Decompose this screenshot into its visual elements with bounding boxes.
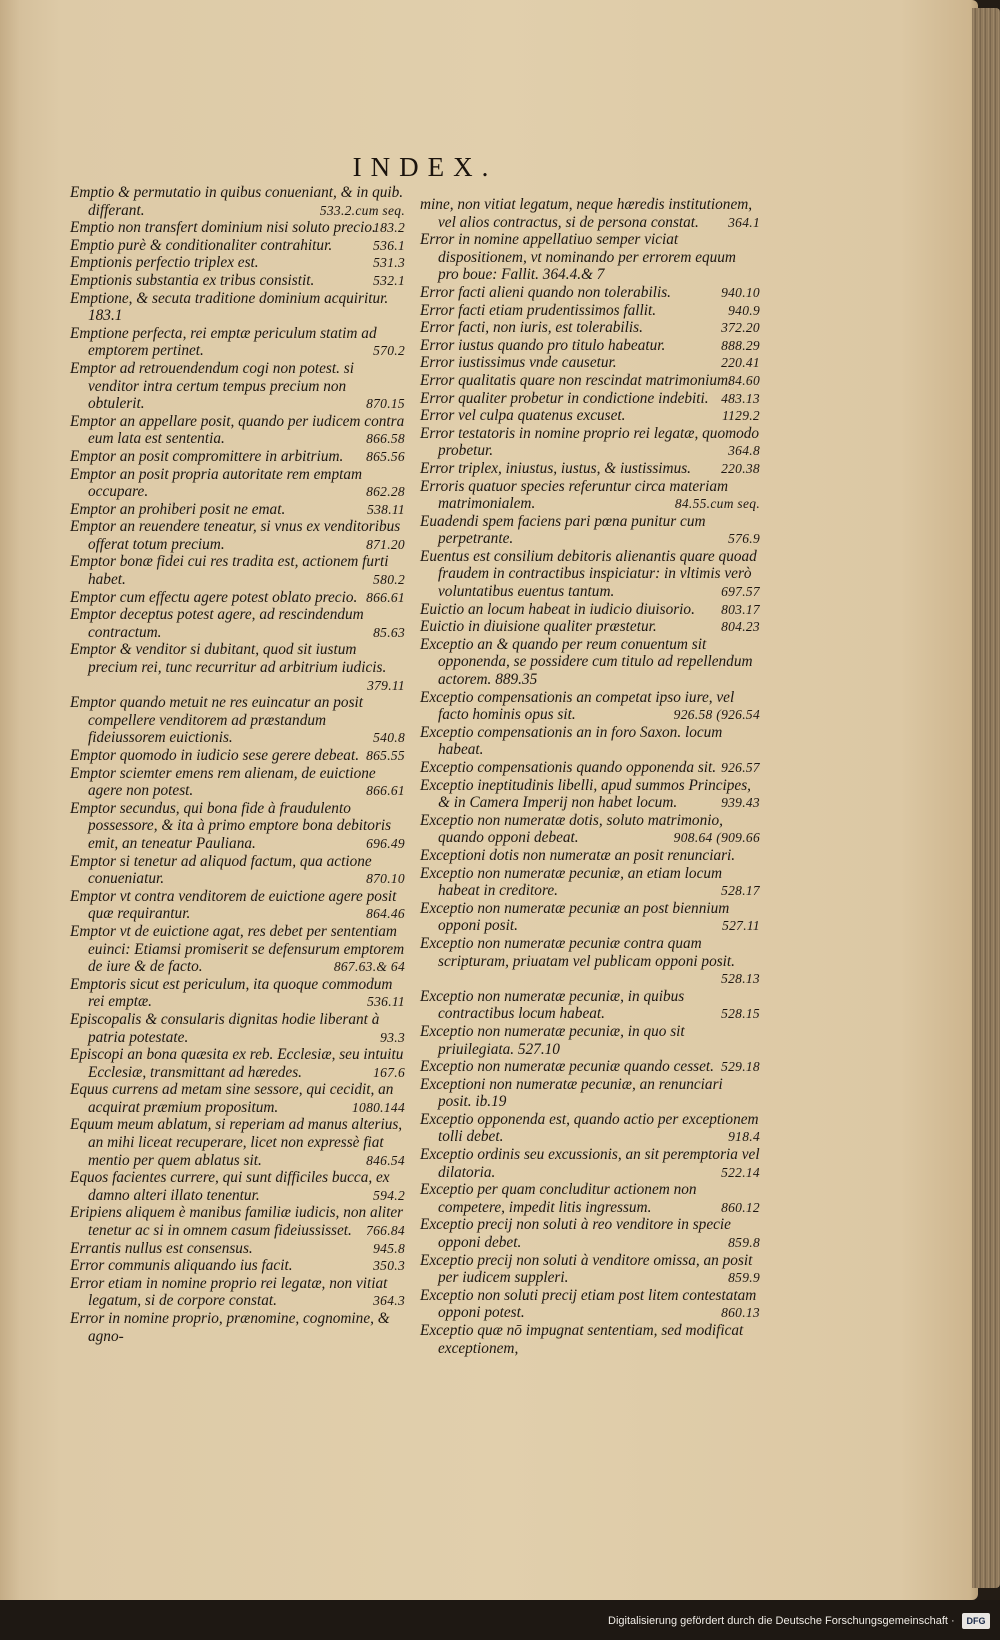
index-entry <box>70 1046 405 1081</box>
entry-text: Exceptio opponenda est, quando actio per exceptionem tolli debet. <box>420 1110 759 1146</box>
entry-text: Errantis nullus est consensus. <box>70 1239 253 1257</box>
index-entry <box>420 460 760 478</box>
entry-text: Emptor an posit compromittere in arbitrium. <box>70 447 344 465</box>
index-entry <box>420 390 760 408</box>
page-reference: 531.3 <box>373 255 405 271</box>
index-entry <box>420 1076 760 1111</box>
page-reference: 862.28 <box>366 484 405 500</box>
entry-text: Euictio an locum habeat in iudicio diuisorio. <box>420 600 695 618</box>
page-reference: 379.11 <box>367 677 405 693</box>
page-reference: 527.11 <box>722 918 760 934</box>
page-reference: 926.58 (926.54 <box>673 707 760 723</box>
index-column-right <box>420 196 760 1357</box>
index-entry <box>70 290 405 325</box>
entry-text: Exceptio non numeratæ pecuniæ quando cesset. <box>420 1058 714 1076</box>
entry-text: Error communis aliquando ius facit. <box>70 1257 293 1275</box>
index-entry <box>420 1111 760 1146</box>
entry-text: Equus currens ad metam sine sessore, qui cecidit, an acquirat præmium propositum. <box>70 1081 394 1116</box>
index-entry <box>70 694 405 747</box>
page-reference: 870.15 <box>366 396 405 412</box>
index-entry <box>70 1275 405 1310</box>
index-entry <box>420 337 760 355</box>
page-reference: 860.12 <box>721 1199 760 1215</box>
page-reference: 870.10 <box>366 871 405 887</box>
digitization-credit: Digitalisierung gefördert durch die Deutsche Forschungsgemeinschaft · <box>608 1615 955 1627</box>
page-reference: 536.11 <box>367 994 405 1010</box>
entry-text: Emptor vt de euictione agat, res debet per sententiam euinci: Etiamsi promiserit se defensurum emptorem de iure & de facto. <box>70 922 405 976</box>
index-entry <box>420 988 760 1023</box>
index-entry <box>70 360 405 413</box>
entry-text: Error facti alieni quando non tolerabilis. <box>420 283 671 301</box>
index-entry <box>70 1116 405 1169</box>
index-entry <box>70 923 405 976</box>
index-entry <box>70 272 405 290</box>
page-reference: 528.13 <box>721 971 760 987</box>
index-entry <box>420 425 760 460</box>
index-entry <box>70 853 405 888</box>
page-title: INDEX. <box>352 152 498 182</box>
page-reference: 945.8 <box>373 1240 405 1256</box>
entry-text: Emptor ad retrouendendum cogi non potest. si venditor intra certum tempus precium non obtulerit. <box>70 359 354 413</box>
index-entry <box>70 184 405 219</box>
entry-text: Exceptio per quam concluditur actionem non competere, impedit litis ingressum. <box>420 1181 697 1216</box>
index-entry <box>420 478 760 513</box>
page-reference: 570.2 <box>373 343 405 359</box>
page-reference: 522.14 <box>721 1164 760 1180</box>
page-reference: 860.13 <box>721 1305 760 1321</box>
page-reference: 93.3 <box>380 1029 405 1045</box>
index-entry <box>420 302 760 320</box>
entry-text: Exceptio non numeratæ pecuniæ, in quibus contractibus locum habeat. <box>420 987 685 1023</box>
entry-text: Exceptio compensationis an in foro Saxon. locum habeat. <box>420 723 723 759</box>
entry-text: Eripiens aliquem è manibus familiæ iudicis, non aliter tenetur ac si in omnem casum fideiussisset. <box>70 1204 404 1240</box>
entry-text: Exceptio quæ nō impugnat sententiam, sed modificat exceptionem, <box>420 1322 744 1357</box>
page-reference: 864.46 <box>366 906 405 922</box>
index-entry <box>420 689 760 724</box>
page-reference: 865.56 <box>366 448 405 464</box>
page-reference: 220.38 <box>721 460 760 476</box>
index-entry <box>420 1287 760 1322</box>
page-reference: 926.57 <box>721 760 760 775</box>
entry-text: Emptor secundus, qui bona fide à fraudulento possessore, & ita à primo emptore bona debitoris emit, an teneatur Pauliana. <box>70 799 392 852</box>
index-entry <box>70 1240 405 1258</box>
index-entry <box>420 865 760 900</box>
entry-text: mine, non vitiat legatum, neque hæredis institutionem, vel alios contractus, si de persona constat. <box>420 196 753 231</box>
index-entry <box>420 1023 760 1058</box>
index-entry <box>420 1181 760 1216</box>
index-entry <box>420 618 760 636</box>
index-entry <box>70 518 405 553</box>
index-entry <box>420 354 760 372</box>
entry-text: Error qualiter probetur in condictione indebiti. <box>420 389 709 407</box>
entry-text: Exceptioni dotis non numeratæ an posit renunciari. <box>420 846 736 864</box>
index-entry <box>420 759 760 777</box>
page-reference: 540.8 <box>373 730 405 746</box>
entry-text: Emptionis perfectio triplex est. <box>70 254 259 272</box>
page-reference: 696.49 <box>366 835 405 851</box>
index-entry <box>420 1252 760 1287</box>
index-entry <box>420 196 760 231</box>
entry-text: Exceptio an & quando per reum conuentum sit opponenda, se possidere cum titulo ad repellendum actorem. 889.35 <box>420 635 753 689</box>
index-entry <box>70 254 405 272</box>
index-entry <box>70 1204 405 1239</box>
index-entry <box>420 812 760 847</box>
entry-text: Error etiam in nomine proprio rei legatæ, non vitiat legatum, si de corpore constat. <box>70 1274 388 1310</box>
entry-text: Emptor an appellare posit, quando per iudicem contra eum lata est sententia. <box>70 412 405 448</box>
page-reference: 364.8 <box>728 443 760 459</box>
entry-text: Error in nomine appellatiuo semper viciat dispositionem, vt nominando per errorem equum pro boue: Fallit. 364.4.& 7 <box>420 231 736 284</box>
index-entry <box>70 641 405 694</box>
index-entry <box>420 636 760 689</box>
entry-text: Emptor an prohiberi posit ne emat. <box>70 500 286 518</box>
page-reference: 867.63.& 64 <box>333 959 405 975</box>
page-reference: 533.2.cum seq. <box>319 202 405 218</box>
page-reference: 364.3 <box>373 1293 405 1309</box>
page-reference: 803.17 <box>721 601 760 617</box>
entry-text: Emptor quomodo in iudicio sese gerere debeat. <box>70 747 360 764</box>
entry-text: Exceptio ordinis seu excussionis, an sit peremptoria vel dilatoria. <box>420 1146 760 1181</box>
index-entry <box>420 513 760 548</box>
page-reference: 866.61 <box>366 783 405 799</box>
index-entry <box>420 1146 760 1181</box>
index-entry <box>70 888 405 923</box>
entry-text: Episcopalis & consularis dignitas hodie liberant à patria potestate. <box>70 1010 380 1046</box>
index-entry <box>70 765 405 800</box>
page-reference: 528.17 <box>721 883 760 899</box>
entry-text: Error in nomine proprio, prænomine, cognomine, & agno- <box>70 1310 390 1345</box>
index-entry <box>420 1058 760 1076</box>
entry-text: Exceptio ineptitudinis libelli, apud summos Principes, & in Camera Imperij non habet locum. <box>420 776 751 812</box>
entry-text: Exceptioni non numeratæ pecuniæ, an renunciari posit. ib.19 <box>420 1075 723 1111</box>
entry-text: Emptor quando metuit ne res euincatur an posit compellere venditorem ad præstandum fideiussorem euictionis. <box>70 694 364 747</box>
entry-text: Exceptio non numeratæ pecuniæ an post biennium opponi posit. <box>420 899 730 935</box>
index-entry <box>70 413 405 448</box>
page-reference: 528.15 <box>721 1006 760 1022</box>
entry-text: Emptione perfecta, rei emptæ periculum statim ad emptorem pertinet. <box>70 324 377 360</box>
page-reference: 697.57 <box>721 584 760 600</box>
page-reference: 918.4 <box>728 1129 760 1145</box>
entry-text: Error qualitatis quare non rescindat matrimonium. <box>420 371 732 389</box>
index-entry <box>70 1081 405 1116</box>
entry-text: Emptor cum effectu agere potest oblato precio. <box>70 588 358 606</box>
page-reference: 580.2 <box>373 572 405 588</box>
page-reference: 908.64 (909.66 <box>673 830 760 846</box>
entry-text: Emptio non transfert dominium nisi soluto precio. <box>70 219 376 237</box>
page-reference: 84.60 <box>728 372 760 388</box>
entry-text: Euadendi spem faciens pari pœna punitur cum perpetrante. <box>420 512 706 548</box>
index-entry <box>70 325 405 360</box>
entry-text: Emptor vt contra venditorem de euictione agere posit quæ requirantur. <box>70 887 397 923</box>
page-reference: 167.6 <box>373 1064 405 1080</box>
index-entry <box>70 448 405 466</box>
index-entry <box>420 601 760 619</box>
index-entry <box>70 237 405 255</box>
entry-text: Emptor sciemter emens rem alienam, de euictione agere non potest. <box>70 764 376 800</box>
index-entry <box>70 1169 405 1204</box>
entry-text: Error iustus quando pro titulo habeatur. <box>420 336 666 354</box>
page-reference: 871.20 <box>366 536 405 552</box>
page-reference: 865.55 <box>366 748 405 763</box>
entry-text: Emptoris sicut est periculum, ita quoque commodum rei emptæ. <box>70 975 393 1011</box>
page-reference: 866.58 <box>366 431 405 447</box>
entry-text: Exceptio precij non soluti à venditore omissa, an posit per iudicem suppleri. <box>420 1251 753 1287</box>
index-entry <box>70 219 405 237</box>
index-entry <box>420 724 760 759</box>
index-entry <box>70 501 405 519</box>
entry-text: Euentus est consilium debitoris alienantis quare quoad fraudem in contractibus inspiciatur: in vltimis verò voluntatibus euentus tantum. <box>420 547 757 601</box>
page-reference: 1080.144 <box>351 1099 405 1115</box>
index-entry <box>420 1322 760 1357</box>
entry-text: Error vel culpa quatenus excuset. <box>420 407 626 425</box>
entry-text: Emptor an posit propria autoritate rem emptam occupare. <box>70 465 363 501</box>
entry-text: Exceptio compensationis an competat ipso iure, vel facto hominis opus sit. <box>420 688 735 724</box>
index-entry <box>420 900 760 935</box>
page-reference: 804.23 <box>721 619 760 635</box>
index-entry <box>70 1310 405 1345</box>
entry-text: Error triplex, iniustus, iustus, & iustissimus. <box>420 459 691 477</box>
page-reference: 594.2 <box>373 1187 405 1203</box>
page-reference: 940.9 <box>728 302 760 318</box>
dfg-logo: DFG <box>962 1613 990 1629</box>
page-reference: 766.84 <box>366 1223 405 1239</box>
entry-text: Emptor deceptus potest agere, ad rescindendum contractum. <box>70 606 364 641</box>
index-entry <box>420 777 760 812</box>
index-entry <box>420 284 760 302</box>
page-reference: 532.1 <box>373 272 405 288</box>
index-entry <box>70 553 405 588</box>
index-entry <box>70 589 405 607</box>
page-reference: 538.11 <box>367 501 405 517</box>
entry-text: Exceptio non numeratæ dotis, soluto matrimonio, quando opponi debeat. <box>420 811 723 847</box>
page-reference: 1129.2 <box>722 408 760 424</box>
entry-text: Exceptio precij non soluti à reo venditore in specie opponi debet. <box>420 1216 731 1252</box>
index-entry <box>420 935 760 988</box>
index-entry <box>70 1257 405 1275</box>
entry-text: Emptio & permutatio in quibus conueniant, & in quib. differant. <box>70 184 404 219</box>
page-reference: 529.18 <box>721 1059 760 1075</box>
entry-text: Equos facientes currere, qui sunt difficiles bucca, ex damno alteri illato tenentur. <box>70 1169 390 1204</box>
entry-text: Exceptio compensationis quando opponenda sit. <box>420 759 717 776</box>
page-reference: 84.55.cum seq. <box>674 496 760 512</box>
entry-text: Exceptio non numeratæ pecuniæ, in quo sit priuilegiata. 527.10 <box>420 1022 685 1058</box>
entry-text: Emptor bonæ fidei cui res tradita est, actionem furti habet. <box>70 553 389 589</box>
index-entry <box>420 407 760 425</box>
entry-text: Emptor & venditor si dubitant, quod sit iustum precium rei, tunc recurritur ad arbitrium iudicis. <box>70 641 387 677</box>
index-entry <box>70 747 405 765</box>
index-entry <box>420 372 760 390</box>
index-entry <box>420 548 760 601</box>
page-reference: 536.1 <box>373 237 405 253</box>
page-reference: 846.54 <box>366 1152 405 1168</box>
page-reference: 372.20 <box>721 320 760 336</box>
entry-text: Exceptio non numeratæ pecuniæ contra quam scripturam, priuatam vel publicam opponi posit. <box>420 934 736 970</box>
entry-text: Emptione, & secuta traditione dominium acquiritur. 183.1 <box>70 289 389 325</box>
entry-text: Exceptio non soluti precij etiam post litem contestatam opponi potest. <box>420 1286 757 1322</box>
page-edges <box>972 8 1000 1588</box>
entry-text: Error testatoris in nomine proprio rei legatæ, quomodo probetur. <box>420 424 760 460</box>
page-reference: 939.43 <box>721 795 760 811</box>
page-reference: 183.2 <box>373 220 405 236</box>
index-entry <box>70 606 405 641</box>
page-reference: 866.61 <box>366 589 405 605</box>
index-entry <box>420 847 760 865</box>
page-reference: 220.41 <box>721 355 760 371</box>
entry-text: Emptor an reuendere teneatur, si vnus ex venditoribus offerat totum precium. <box>70 518 401 553</box>
index-entry <box>70 1011 405 1046</box>
entry-text: Emptor si tenetur ad aliquod factum, qua actione conueniatur. <box>70 852 372 888</box>
index-entry <box>70 466 405 501</box>
entry-text: Episcopi an bona quæsita ex reb. Ecclesiæ, seu intuitu Ecclesiæ, transmittant ad hæredes. <box>70 1046 404 1081</box>
index-entry <box>420 231 760 284</box>
page-reference: 576.9 <box>728 531 760 547</box>
index-entry <box>70 800 405 853</box>
entry-text: Emptionis substantia ex tribus consistit. <box>70 271 315 289</box>
page-reference: 483.13 <box>721 390 760 406</box>
entry-text: Error facti etiam prudentissimos fallit. <box>420 301 657 319</box>
entry-text: Error iustissimus vnde causetur. <box>420 354 617 372</box>
entry-text: Equum meum ablatum, si reperiam ad manus alterius, an mihi liceat recuperare, licet non expressè fiat mentio per quem ablatus sit. <box>70 1116 403 1169</box>
entry-text: Emptio purè & conditionaliter contrahitur. <box>70 236 333 254</box>
page-reference: 888.29 <box>721 337 760 353</box>
page-reference: 859.9 <box>728 1270 760 1286</box>
entry-text: Erroris quatuor species referuntur circa materiam matrimonialem. <box>420 477 729 513</box>
index-entry <box>420 1216 760 1251</box>
page-reference: 940.10 <box>721 284 760 300</box>
page-reference: 85.63 <box>373 624 405 640</box>
index-entry <box>420 319 760 337</box>
page-reference: 350.3 <box>373 1258 405 1274</box>
index-column-left <box>70 184 405 1345</box>
entry-text: Euictio in diuisione qualiter præstetur. <box>420 618 657 636</box>
entry-text: Exceptio non numeratæ pecuniæ, an etiam locum habeat in creditore. <box>420 864 723 900</box>
page-reference: 364.1 <box>728 214 760 230</box>
entry-text: Error facti, non iuris, est tolerabilis. <box>420 319 643 337</box>
index-entry <box>70 976 405 1011</box>
page-reference: 859.8 <box>728 1235 760 1251</box>
